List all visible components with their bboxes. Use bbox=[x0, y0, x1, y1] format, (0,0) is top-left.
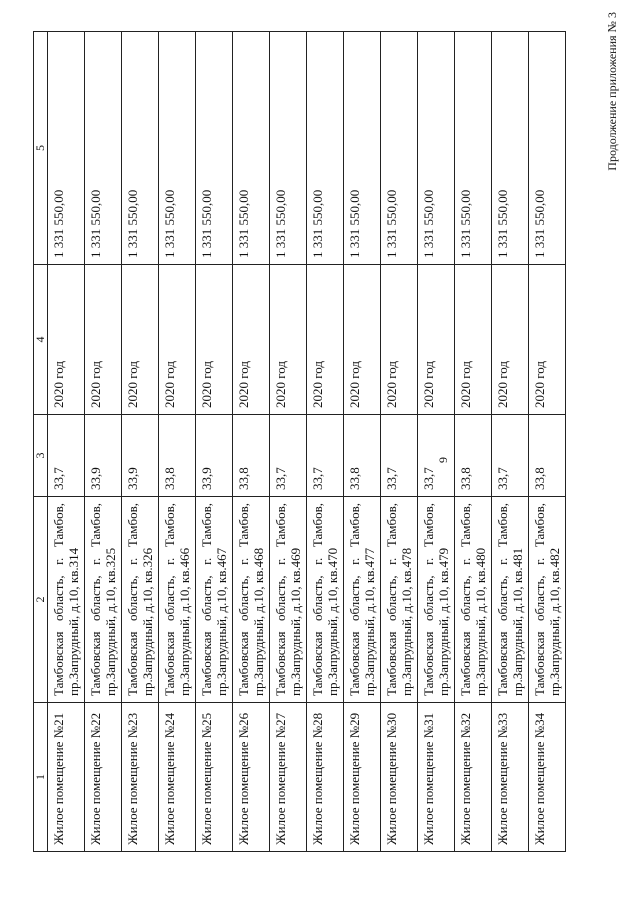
area-value: 33,7 bbox=[421, 467, 436, 490]
property-name-cell bbox=[418, 703, 455, 852]
address-region: Тамбовская bbox=[125, 631, 140, 696]
address-region: Тамбовская bbox=[162, 631, 177, 696]
column-header-3: 3 bbox=[34, 415, 48, 497]
address-cell bbox=[122, 497, 159, 703]
table-row bbox=[381, 32, 418, 852]
address-cell bbox=[344, 497, 381, 703]
address-line-2: пр.Запрудный, д.10, кв.325 bbox=[103, 547, 118, 696]
address-city: Тамбов, bbox=[199, 503, 214, 548]
year-cell bbox=[159, 265, 196, 415]
address-city-prefix: г. bbox=[51, 557, 66, 565]
year-cell bbox=[492, 265, 529, 415]
address-city: Тамбов, bbox=[51, 503, 66, 548]
price-value: 1 331 550,00 bbox=[236, 189, 251, 258]
area-value: 33,7 bbox=[384, 467, 399, 490]
area-value: 33,8 bbox=[532, 467, 547, 490]
address-region: Тамбовская bbox=[421, 631, 436, 696]
address-line-1 bbox=[310, 503, 325, 696]
address-city: Тамбов, bbox=[347, 503, 362, 548]
property-name: Жилое помещение №27 bbox=[273, 712, 288, 845]
address-line-1 bbox=[273, 503, 288, 696]
address-city-prefix: г. bbox=[310, 557, 325, 565]
area-cell bbox=[233, 415, 270, 497]
address-oblast: область, bbox=[421, 575, 436, 622]
address-oblast: область, bbox=[310, 575, 325, 622]
address-city: Тамбов, bbox=[125, 503, 140, 548]
area-cell bbox=[48, 415, 85, 497]
price-value: 1 331 550,00 bbox=[310, 189, 325, 258]
address-city-prefix: г. bbox=[162, 557, 177, 565]
price-value: 1 331 550,00 bbox=[199, 189, 214, 258]
price-cell bbox=[270, 32, 307, 265]
price-cell bbox=[196, 32, 233, 265]
price-value: 1 331 550,00 bbox=[458, 189, 473, 258]
area-value: 33,9 bbox=[199, 467, 214, 490]
address-city: Тамбов, bbox=[88, 503, 103, 548]
address-line-2: пр.Запрудный, д.10, кв.469 bbox=[288, 547, 303, 696]
column-header-4: 4 bbox=[34, 265, 48, 415]
year-value: 2020 год bbox=[495, 361, 510, 408]
property-name-cell bbox=[455, 703, 492, 852]
area-value: 33,9 bbox=[88, 467, 103, 490]
property-name: Жилое помещение №34 bbox=[532, 712, 547, 845]
property-name-cell bbox=[307, 703, 344, 852]
address-city-prefix: г. bbox=[384, 557, 399, 565]
address-oblast: область, bbox=[458, 575, 473, 622]
address-line-1 bbox=[347, 503, 362, 696]
property-name: Жилое помещение №22 bbox=[88, 712, 103, 845]
address-city: Тамбов, bbox=[421, 503, 436, 548]
address-oblast: область, bbox=[347, 575, 362, 622]
address-region: Тамбовская bbox=[88, 631, 103, 696]
address-line-2: пр.Запрудный, д.10, кв.466 bbox=[177, 547, 192, 696]
price-value: 1 331 550,00 bbox=[384, 189, 399, 258]
area-cell bbox=[307, 415, 344, 497]
address-oblast: область, bbox=[532, 575, 547, 622]
area-cell bbox=[344, 415, 381, 497]
price-value: 1 331 550,00 bbox=[532, 189, 547, 258]
address-region: Тамбовская bbox=[532, 631, 547, 696]
area-cell bbox=[492, 415, 529, 497]
area-value: 33,7 bbox=[273, 467, 288, 490]
address-cell bbox=[159, 497, 196, 703]
address-cell bbox=[418, 497, 455, 703]
address-line-2: пр.Запрудный, д.10, кв.478 bbox=[399, 547, 414, 696]
year-value: 2020 год bbox=[162, 361, 177, 408]
property-name: Жилое помещение №24 bbox=[162, 712, 177, 845]
address-oblast: область, bbox=[162, 575, 177, 622]
area-value: 33,8 bbox=[347, 467, 362, 490]
address-city-prefix: г. bbox=[532, 557, 547, 565]
price-cell bbox=[233, 32, 270, 265]
table-row bbox=[307, 32, 344, 852]
price-cell bbox=[492, 32, 529, 265]
price-cell bbox=[344, 32, 381, 265]
year-cell bbox=[381, 265, 418, 415]
appendix-note: Продолжение приложения № 3 bbox=[605, 12, 619, 171]
table-row bbox=[529, 32, 566, 852]
address-region: Тамбовская bbox=[199, 631, 214, 696]
year-cell bbox=[307, 265, 344, 415]
address-city-prefix: г. bbox=[495, 557, 510, 565]
property-name: Жилое помещение №29 bbox=[347, 712, 362, 845]
year-value: 2020 год bbox=[347, 361, 362, 408]
address-oblast: область, bbox=[236, 575, 251, 622]
property-name-cell bbox=[159, 703, 196, 852]
price-cell bbox=[307, 32, 344, 265]
price-value: 1 331 550,00 bbox=[88, 189, 103, 258]
address-line-2: пр.Запрудный, д.10, кв.479 bbox=[436, 547, 451, 696]
address-cell bbox=[455, 497, 492, 703]
property-name: Жилое помещение №26 bbox=[236, 712, 251, 845]
page-number: 9 bbox=[436, 457, 450, 463]
area-cell bbox=[529, 415, 566, 497]
address-oblast: область, bbox=[199, 575, 214, 622]
address-cell bbox=[381, 497, 418, 703]
property-name-cell bbox=[48, 703, 85, 852]
address-line-1 bbox=[199, 503, 214, 696]
table-row bbox=[196, 32, 233, 852]
address-city-prefix: г. bbox=[125, 557, 140, 565]
address-line-2: пр.Запрудный, д.10, кв.470 bbox=[325, 547, 340, 696]
address-city: Тамбов, bbox=[495, 503, 510, 548]
price-cell bbox=[85, 32, 122, 265]
address-line-2: пр.Запрудный, д.10, кв.326 bbox=[140, 547, 155, 696]
price-value: 1 331 550,00 bbox=[125, 189, 140, 258]
address-line-1 bbox=[495, 503, 510, 696]
address-city-prefix: г. bbox=[273, 557, 288, 565]
year-cell bbox=[233, 265, 270, 415]
address-line-2: пр.Запрудный, д.10, кв.480 bbox=[473, 547, 488, 696]
property-name-cell bbox=[270, 703, 307, 852]
year-cell bbox=[48, 265, 85, 415]
table-row bbox=[270, 32, 307, 852]
area-cell bbox=[381, 415, 418, 497]
area-cell bbox=[159, 415, 196, 497]
property-name: Жилое помещение №32 bbox=[458, 712, 473, 845]
address-city-prefix: г. bbox=[88, 557, 103, 565]
property-name: Жилое помещение №31 bbox=[421, 712, 436, 845]
address-city: Тамбов, bbox=[162, 503, 177, 548]
address-oblast: область, bbox=[88, 575, 103, 622]
year-cell bbox=[529, 265, 566, 415]
year-cell bbox=[85, 265, 122, 415]
price-cell bbox=[381, 32, 418, 265]
address-cell bbox=[233, 497, 270, 703]
price-cell bbox=[48, 32, 85, 265]
property-name: Жилое помещение №28 bbox=[310, 712, 325, 845]
area-value: 33,8 bbox=[236, 467, 251, 490]
year-cell bbox=[122, 265, 159, 415]
price-cell bbox=[122, 32, 159, 265]
address-cell bbox=[196, 497, 233, 703]
property-name: Жилое помещение №25 bbox=[199, 712, 214, 845]
column-header-1: 1 bbox=[34, 703, 48, 852]
address-city: Тамбов, bbox=[310, 503, 325, 548]
address-region: Тамбовская bbox=[273, 631, 288, 696]
year-value: 2020 год bbox=[273, 361, 288, 408]
address-oblast: область, bbox=[51, 575, 66, 622]
address-city-prefix: г. bbox=[236, 557, 251, 565]
property-name: Жилое помещение №23 bbox=[125, 712, 140, 845]
address-line-2: пр.Запрудный, д.10, кв.481 bbox=[510, 547, 525, 696]
column-number-row bbox=[34, 32, 48, 852]
area-value: 33,8 bbox=[162, 467, 177, 490]
table-row bbox=[122, 32, 159, 852]
address-oblast: область, bbox=[495, 575, 510, 622]
property-name-cell bbox=[122, 703, 159, 852]
property-name-cell bbox=[344, 703, 381, 852]
area-value: 33,7 bbox=[51, 467, 66, 490]
address-line-1 bbox=[88, 503, 103, 696]
area-cell bbox=[270, 415, 307, 497]
address-cell bbox=[48, 497, 85, 703]
address-line-1 bbox=[162, 503, 177, 696]
year-cell bbox=[418, 265, 455, 415]
address-cell bbox=[492, 497, 529, 703]
address-city-prefix: г. bbox=[458, 557, 473, 565]
address-region: Тамбовская bbox=[51, 631, 66, 696]
address-city: Тамбов, bbox=[458, 503, 473, 548]
table-row bbox=[85, 32, 122, 852]
address-region: Тамбовская bbox=[458, 631, 473, 696]
property-name-cell bbox=[233, 703, 270, 852]
price-cell bbox=[529, 32, 566, 265]
address-cell bbox=[307, 497, 344, 703]
year-value: 2020 год bbox=[384, 361, 399, 408]
price-value: 1 331 550,00 bbox=[495, 189, 510, 258]
price-value: 1 331 550,00 bbox=[162, 189, 177, 258]
area-cell bbox=[418, 415, 455, 497]
address-city: Тамбов, bbox=[532, 503, 547, 548]
year-value: 2020 год bbox=[532, 361, 547, 408]
address-region: Тамбовская bbox=[310, 631, 325, 696]
address-city: Тамбов, bbox=[236, 503, 251, 548]
address-line-2: пр.Запрудный, д.10, кв.314 bbox=[66, 547, 81, 696]
area-cell bbox=[196, 415, 233, 497]
address-region: Тамбовская bbox=[384, 631, 399, 696]
year-value: 2020 год bbox=[421, 361, 436, 408]
address-line-1 bbox=[421, 503, 436, 696]
address-region: Тамбовская bbox=[495, 631, 510, 696]
address-line-1 bbox=[384, 503, 399, 696]
year-cell bbox=[196, 265, 233, 415]
property-name-cell bbox=[196, 703, 233, 852]
address-line-2: пр.Запрудный, д.10, кв.482 bbox=[547, 547, 562, 696]
year-value: 2020 год bbox=[310, 361, 325, 408]
address-city-prefix: г. bbox=[421, 557, 436, 565]
address-line-1 bbox=[236, 503, 251, 696]
year-value: 2020 год bbox=[51, 361, 66, 408]
year-value: 2020 год bbox=[236, 361, 251, 408]
year-value: 2020 год bbox=[88, 361, 103, 408]
year-value: 2020 год bbox=[458, 361, 473, 408]
table-row bbox=[233, 32, 270, 852]
area-value: 33,7 bbox=[495, 467, 510, 490]
address-city-prefix: г. bbox=[199, 557, 214, 565]
address-region: Тамбовская bbox=[347, 631, 362, 696]
address-cell bbox=[270, 497, 307, 703]
area-cell bbox=[122, 415, 159, 497]
table-row bbox=[455, 32, 492, 852]
year-value: 2020 год bbox=[199, 361, 214, 408]
property-name: Жилое помещение №33 bbox=[495, 712, 510, 845]
property-name-cell bbox=[492, 703, 529, 852]
property-name-cell bbox=[381, 703, 418, 852]
price-value: 1 331 550,00 bbox=[51, 189, 66, 258]
address-oblast: область, bbox=[125, 575, 140, 622]
address-city: Тамбов, bbox=[384, 503, 399, 548]
price-value: 1 331 550,00 bbox=[421, 189, 436, 258]
year-cell bbox=[455, 265, 492, 415]
property-name: Жилое помещение №30 bbox=[384, 712, 399, 845]
area-cell bbox=[455, 415, 492, 497]
address-line-2: пр.Запрудный, д.10, кв.468 bbox=[251, 547, 266, 696]
address-city-prefix: г. bbox=[347, 557, 362, 565]
address-region: Тамбовская bbox=[236, 631, 251, 696]
property-name-cell bbox=[85, 703, 122, 852]
table-row bbox=[159, 32, 196, 852]
address-cell bbox=[529, 497, 566, 703]
area-value: 33,9 bbox=[125, 467, 140, 490]
property-name: Жилое помещение №21 bbox=[51, 712, 66, 845]
address-line-1 bbox=[458, 503, 473, 696]
property-table bbox=[33, 31, 566, 852]
table-row bbox=[48, 32, 85, 852]
property-name-cell bbox=[529, 703, 566, 852]
table-row bbox=[418, 32, 455, 852]
address-line-2: пр.Запрудный, д.10, кв.477 bbox=[362, 547, 377, 696]
price-cell bbox=[455, 32, 492, 265]
table-row bbox=[344, 32, 381, 852]
year-cell bbox=[270, 265, 307, 415]
address-city: Тамбов, bbox=[273, 503, 288, 548]
column-header-5: 5 bbox=[34, 32, 48, 265]
year-value: 2020 год bbox=[125, 361, 140, 408]
address-oblast: область, bbox=[384, 575, 399, 622]
area-value: 33,8 bbox=[458, 467, 473, 490]
price-value: 1 331 550,00 bbox=[347, 189, 362, 258]
address-line-1 bbox=[125, 503, 140, 696]
column-header-2: 2 bbox=[34, 497, 48, 703]
table-row bbox=[492, 32, 529, 852]
address-line-1 bbox=[51, 503, 66, 696]
address-cell bbox=[85, 497, 122, 703]
address-oblast: область, bbox=[273, 575, 288, 622]
area-value: 33,7 bbox=[310, 467, 325, 490]
area-cell bbox=[85, 415, 122, 497]
year-cell bbox=[344, 265, 381, 415]
price-value: 1 331 550,00 bbox=[273, 189, 288, 258]
price-cell bbox=[418, 32, 455, 265]
price-cell bbox=[159, 32, 196, 265]
address-line-2: пр.Запрудный, д.10, кв.467 bbox=[214, 547, 229, 696]
address-line-1 bbox=[532, 503, 547, 696]
